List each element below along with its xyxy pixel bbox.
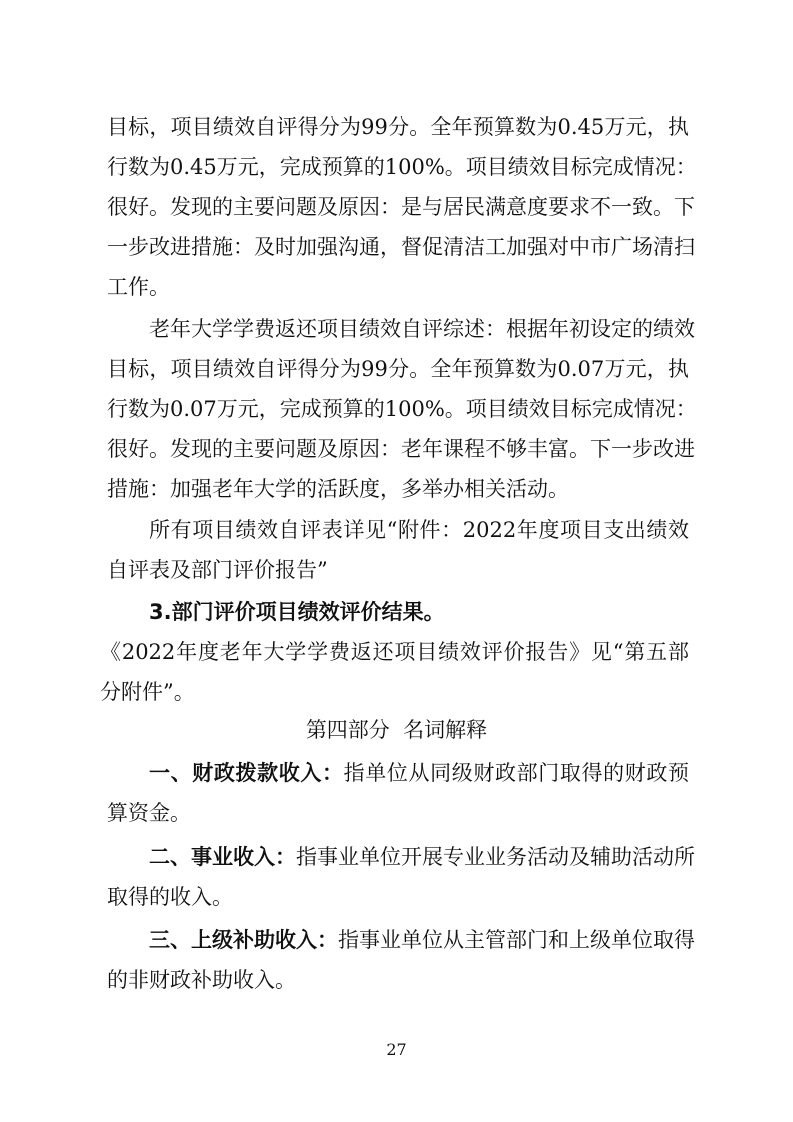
text-line: [149, 844, 695, 870]
term-definition: 指单位从同级财政部门取得的财政预: [343, 761, 689, 785]
text-line: 所有项目绩效自评表详见“附件：2022年度项目支出绩效: [149, 518, 689, 542]
text-line: 行数为0.45万元，完成预算的100%。项目绩效目标完成情况：: [107, 155, 697, 179]
text-line: 目标，项目绩效自评得分为99分。全年预算数为0.07万元，执: [107, 357, 689, 381]
page-number: 27: [386, 1040, 407, 1059]
text-line: 分附件”。: [100, 680, 195, 704]
text-line: 取得的收入。: [107, 885, 233, 909]
text-line: 行数为0.07万元，完成预算的100%。项目绩效目标完成情况：: [107, 397, 697, 421]
text-line: 的非财政补助收入。: [107, 968, 296, 992]
text-line: 老年大学学费返还项目绩效自评综述：根据年初设定的绩效: [149, 317, 695, 341]
text-line: 措施：加强老年大学的活跃度，多举办相关活动。: [107, 477, 569, 501]
term-label: 三、上级补助收入：: [149, 928, 338, 952]
text-line: 《2022年度老年大学学费返还项目绩效评价报告》见“第五部: [100, 640, 689, 664]
text-line: 算资金。: [107, 801, 191, 825]
text-line: [149, 927, 695, 953]
text-line: 自评表及部门评价报告”: [107, 558, 328, 582]
text-line: 目标，项目绩效自评得分为99分。全年预算数为0.45万元，执: [107, 115, 689, 139]
term-label: 一、财政拨款收入：: [149, 761, 344, 785]
text-line: [149, 760, 689, 786]
text-line: 工作。: [107, 275, 170, 299]
section-title: 第四部分 名词解释: [305, 718, 488, 742]
term-definition: 指事业单位开展专业业务活动及辅助活动所: [296, 845, 695, 869]
subheading: 3.部门评价项目绩效评价结果。: [149, 600, 445, 624]
term-label: 二、事业收入：: [149, 845, 296, 869]
term-definition: 指事业单位从主管部门和上级单位取得: [338, 928, 695, 952]
text-line: 很好。发现的主要问题及原因：是与居民满意度要求不一致。下: [107, 195, 695, 219]
text-line: 很好。发现的主要问题及原因：老年课程不够丰富。下一步改进: [107, 437, 695, 461]
text-line: 一步改进措施：及时加强沟通，督促清洁工加强对中市广场清扫: [107, 235, 695, 259]
